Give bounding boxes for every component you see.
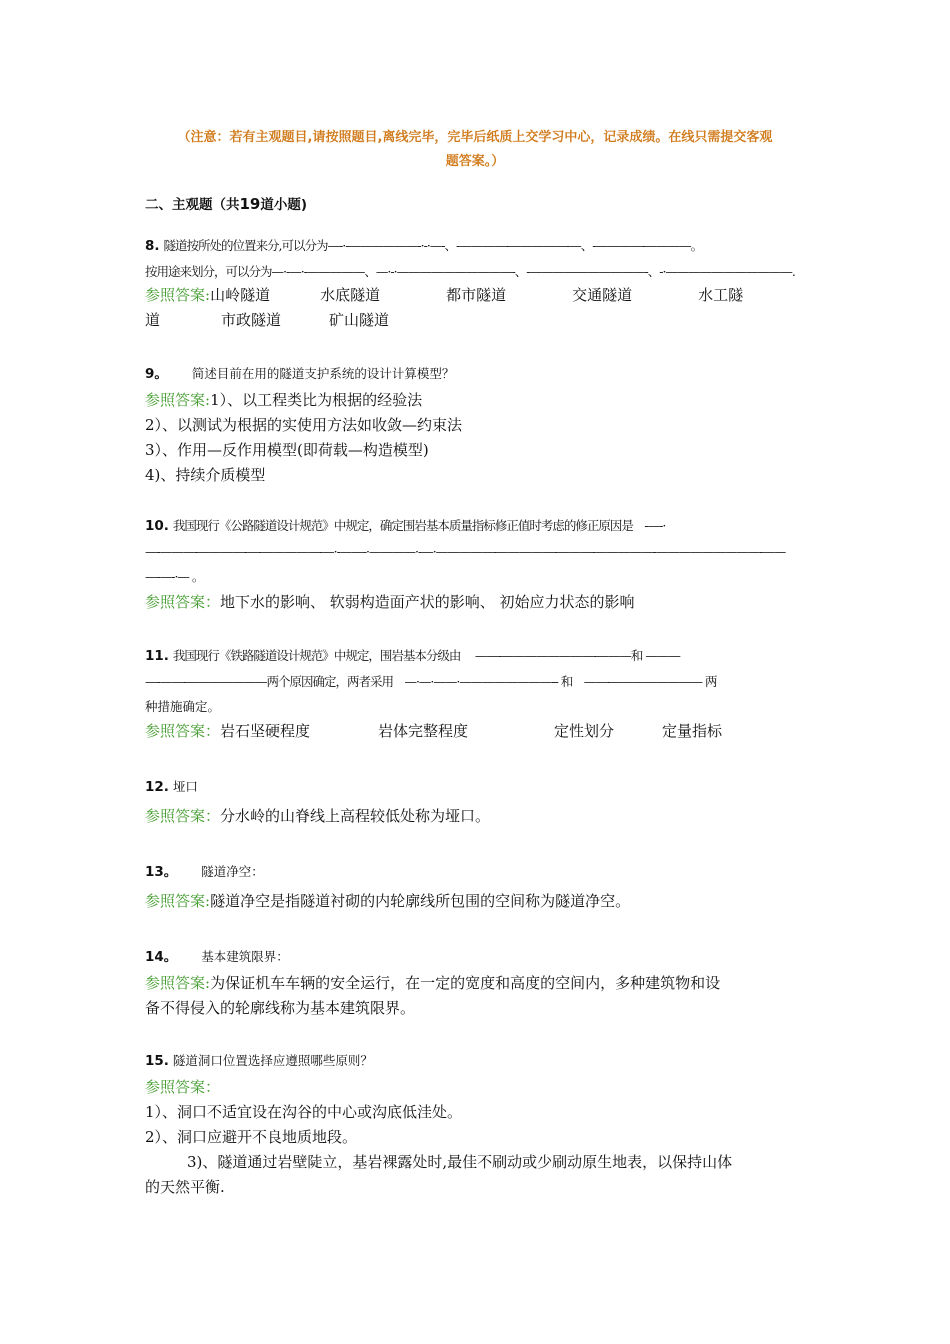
notice-line-2: 题答案。）	[445, 154, 505, 169]
section-heading-post: 道小题)	[260, 197, 308, 213]
answer-line: 隧道净空是指隧道衬砌的内轮廓线所包围的空间称为隧道净空。	[210, 892, 631, 910]
question-text: 隧道按所处的位置来分,可以分为—-·-——————-·-·—-、-————-—————-—、-————-————。	[163, 238, 703, 253]
answer-line: 3）、作用—反作用模型(即荷载—构造模型)	[145, 441, 429, 459]
section-heading-pre: 二、主观题（共	[145, 197, 240, 213]
question-12	[145, 774, 805, 800]
answer-line: 4)、持续介质模型	[145, 466, 266, 484]
answer-11	[145, 719, 805, 744]
question-text: 按用途来划分，可以分为—·-—·-—————、—·-·——————————-、-——————————-、-·———————————.	[145, 264, 795, 279]
answer-line: 1）、洞口不适宜设在沟谷的中心或沟底低洼处。	[145, 1103, 463, 1121]
answer-item: 岩体完整程度	[378, 722, 469, 740]
question-text: 隧道洞口位置选择应遵照哪些原则？	[172, 1053, 373, 1068]
answer-item: 岩石坚硬程度	[220, 722, 311, 740]
answer-13	[145, 889, 805, 914]
answer-line: 1）、以工程类比为根据的经验法	[210, 391, 423, 409]
answer-label: 参照答案：	[145, 593, 221, 611]
question-8	[145, 233, 805, 284]
answer-item: 定量指标	[662, 722, 723, 740]
question-number: 15.	[145, 1053, 169, 1069]
question-text: 我国现行《铁路隧道设计规范》中规定，围岩基本分级由 ——-————————-———和 ———	[172, 648, 680, 663]
question-11	[145, 643, 805, 719]
answer-line: 地下水的影响、 软弱构造面产状的影响、 初始应力状态的影响	[220, 593, 635, 611]
answer-line: 2）、以测试为根据的实使用方法如收敛—约束法	[145, 416, 463, 434]
answer-label: 参照答案:	[145, 286, 211, 304]
answer-item: 水底隧道	[320, 286, 381, 304]
question-9	[145, 361, 805, 387]
notice-text	[145, 126, 805, 174]
answer-line: 分水岭的山脊线上高程较低处称为垭口。	[220, 807, 491, 825]
answer-line: 的天然平衡.	[145, 1178, 225, 1196]
notice-line-1: （注意：若有主观题目,请按照题目,离线完毕，完毕后纸质上交学习中心，记录成绩。在线只需提交客观	[177, 130, 773, 145]
answer-item: 矿山隧道	[329, 311, 390, 329]
question-text: 垭口	[172, 779, 198, 794]
answer-label: 参照答案:	[145, 974, 211, 992]
question-text: 我国现行《公路隧道设计规范》中规定，确定围岩基本质量指标修正值时考虑的修正原因是 -—-·	[172, 518, 666, 533]
question-text: 基本建筑限界：	[201, 949, 289, 964]
answer-item: 山岭隧道	[210, 286, 271, 304]
question-number: 11.	[145, 648, 169, 664]
question-text: 隧道净空：	[201, 864, 264, 879]
answer-line: 为保证机车车辆的安全运行，在一定的宽度和高度的空间内，多种建筑物和设	[210, 974, 721, 992]
question-text: 简述目前在用的隧道支护系统的设计计算模型？	[191, 366, 455, 381]
answer-10	[145, 590, 805, 615]
answer-label: 参照答案:	[145, 391, 211, 409]
question-text: 种措施确定。	[145, 699, 221, 714]
answer-item: 水工隧	[698, 286, 744, 304]
answer-line: 备不得侵入的轮廓线称为基本建筑限界。	[145, 999, 416, 1017]
question-10	[145, 513, 805, 589]
answer-8	[145, 283, 805, 333]
question-number: 14。	[145, 949, 178, 965]
question-number: 9。	[145, 366, 168, 382]
question-number: 13。	[145, 864, 178, 880]
answer-15	[145, 1075, 805, 1200]
answer-item: 交通隧道	[572, 286, 633, 304]
answer-label: 参照答案：	[145, 722, 221, 740]
answer-label: 参照答案：	[145, 1078, 221, 1096]
answer-12	[145, 804, 805, 829]
question-text: —-—-·— 。	[145, 569, 204, 584]
answer-label: 参照答案:	[145, 892, 211, 910]
answer-item: 定性划分	[554, 722, 615, 740]
answer-item: 都市隧道	[446, 286, 507, 304]
answer-9	[145, 388, 805, 488]
question-number: 10.	[145, 518, 169, 534]
section-heading	[145, 194, 307, 215]
question-13	[145, 859, 805, 885]
answer-line: 2）、洞口应避开不良地质地段。	[145, 1128, 358, 1146]
question-14	[145, 944, 805, 970]
section-question-count: 19	[239, 195, 261, 213]
answer-label: 参照答案：	[145, 807, 221, 825]
answer-item: 道	[145, 311, 161, 329]
question-number: 8.	[145, 238, 160, 254]
answer-item: 市政隧道	[221, 311, 282, 329]
question-text: —-——-———————两个原因确定，两者采用 —·—·——·————————-- 和 ——-———————— 两	[145, 674, 717, 689]
answer-14	[145, 971, 805, 1021]
question-text: —-———-————-—-—————-—·-——-·————·-—·—————-—————-———-—————-—————————-——	[145, 544, 786, 559]
question-number: 12.	[145, 779, 169, 795]
answer-line: 3)、隧道通过岩壁陡立，基岩裸露处时,最佳不刷动或少刷动原生地表，以保持山体	[187, 1153, 733, 1171]
question-15	[145, 1048, 805, 1074]
